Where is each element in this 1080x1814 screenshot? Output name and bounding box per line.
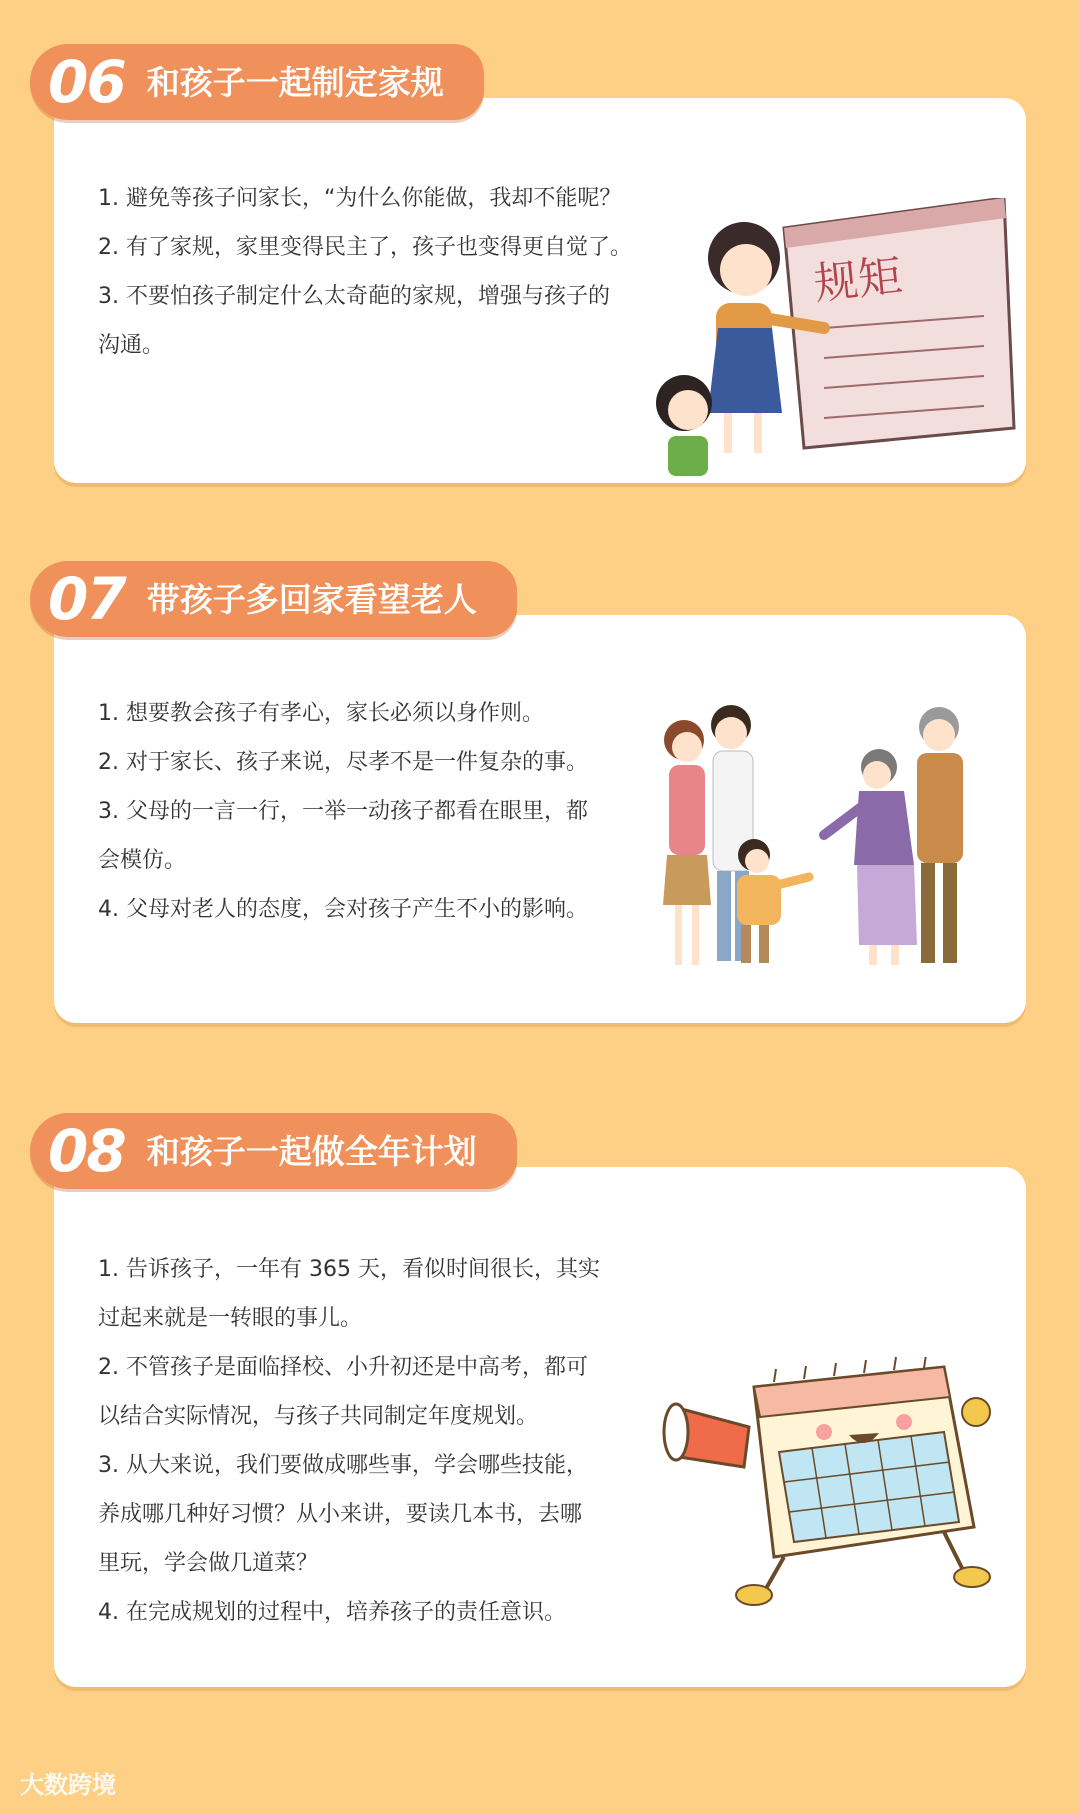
list-item: 3. 不要怕孩子制定什么太奇葩的家规，增强与孩子的 <box>98 284 610 309</box>
list-item: 养成哪几种好习惯？从小来讲，要读几本书，去哪 <box>98 1502 583 1527</box>
section-card <box>54 615 1026 1023</box>
section-header <box>30 561 517 637</box>
section-card <box>54 1167 1026 1687</box>
list-item: 2. 不管孩子是面临择校、小升初还是中高考，都可 <box>98 1355 588 1380</box>
list-item: 2. 对于家长、孩子来说，尽孝不是一件复杂的事。 <box>98 750 588 775</box>
section-title: 和孩子一起做全年计划 <box>146 1131 477 1171</box>
teacher-rules-board-illustration <box>654 198 1024 483</box>
list-item: 1. 避免等孩子问家长，“为什么你能做，我却不能呢？ <box>98 186 622 211</box>
list-item: 会模仿。 <box>98 848 187 873</box>
list-item: 2. 有了家规，家里变得民主了，孩子也变得更自觉了。 <box>98 235 632 260</box>
list-item: 里玩，学会做几道菜？ <box>98 1551 319 1576</box>
list-item: 3. 从大来说，我们要做成哪些事，学会哪些技能， <box>98 1453 588 1478</box>
section-number: 08 <box>48 1117 125 1185</box>
section-card <box>54 98 1026 483</box>
list-item: 过起来就是一转眼的事儿。 <box>98 1306 363 1331</box>
section-title: 和孩子一起制定家规 <box>146 62 444 102</box>
section-number: 07 <box>48 565 125 633</box>
list-item: 4. 在完成规划的过程中，培养孩子的责任意识。 <box>98 1600 566 1625</box>
board-text: 规矩 <box>811 250 905 311</box>
list-item: 以结合实际情况，与孩子共同制定年度规划。 <box>98 1404 539 1429</box>
section-title: 带孩子多回家看望老人 <box>146 579 477 619</box>
item-list <box>98 689 588 934</box>
calendar-megaphone-illustration <box>654 1357 994 1607</box>
section-header <box>30 1113 517 1189</box>
list-item: 1. 告诉孩子，一年有 365 天，看似时间很长，其实 <box>98 1257 600 1282</box>
watermark: 大数跨境 <box>20 1771 116 1799</box>
list-item: 4. 父母对老人的态度，会对孩子产生不小的影响。 <box>98 897 588 922</box>
item-list <box>98 174 632 370</box>
section-header <box>30 44 484 120</box>
family-visiting-elders-illustration <box>659 695 989 985</box>
item-list <box>98 1245 600 1637</box>
section-number: 06 <box>48 48 125 116</box>
list-item: 3. 父母的一言一行，一举一动孩子都看在眼里，都 <box>98 799 588 824</box>
list-item: 1. 想要教会孩子有孝心，家长必须以身作则。 <box>98 701 544 726</box>
list-item: 沟通。 <box>98 333 165 358</box>
